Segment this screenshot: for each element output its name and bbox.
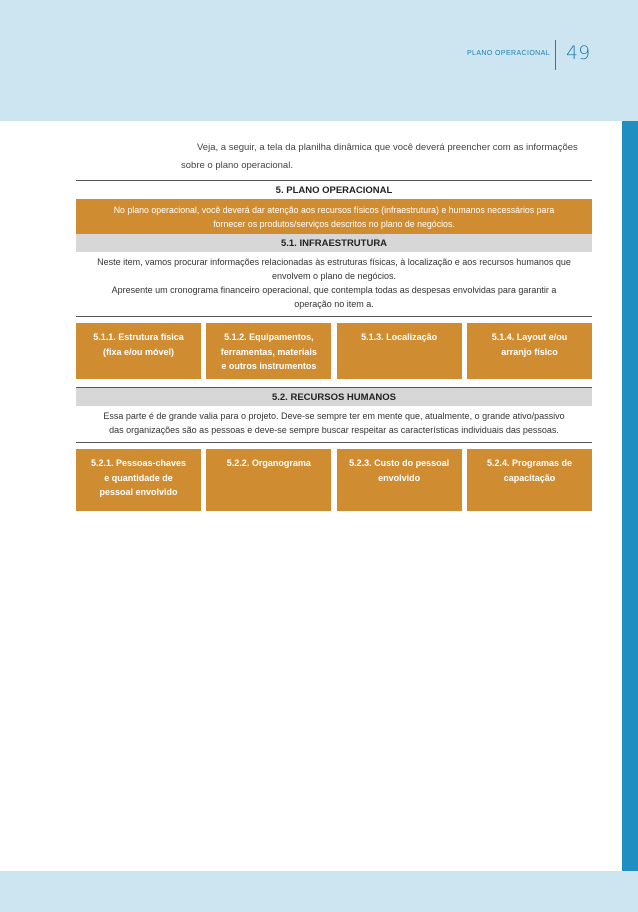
divider <box>76 316 592 317</box>
header-divider <box>555 40 556 70</box>
card-equipment <box>206 323 331 379</box>
card-line: 5.2.4. Programas de <box>486 458 572 468</box>
desc-line: operação no item a. <box>294 299 374 309</box>
side-accent-bar <box>622 121 638 871</box>
card-line: 5.1.1. Estrutura física <box>93 332 184 342</box>
card-line: e quantidade de <box>104 472 173 483</box>
infrastructure-cards <box>76 323 592 379</box>
table-intro-banner <box>76 199 592 234</box>
human-resources-description <box>76 406 592 442</box>
header-band <box>0 0 638 121</box>
desc-line: Apresente um cronograma financeiro operacional, que contempla todas as despesas envolvidas para garantir a <box>111 285 557 295</box>
desc-line: envolvem o plano de negócios. <box>271 271 397 281</box>
footer-band <box>0 871 638 912</box>
card-line: 5.1.4. Layout e/ou <box>491 332 568 342</box>
human-resources-cards <box>76 449 592 511</box>
running-head: PLANO OPERACIONAL <box>466 50 550 57</box>
card-line: capacitação <box>503 472 556 483</box>
divider <box>76 442 592 443</box>
card-line: pessoal envolvido <box>99 487 178 497</box>
card-line: 5.1.3. Localização <box>361 332 438 342</box>
intro-line: sobre o plano operacional. <box>181 160 293 171</box>
card-location <box>337 323 462 379</box>
card-line: 5.2.3. Custo do pessoal <box>349 458 450 468</box>
card-line: ferramentas, materiais <box>220 346 317 357</box>
card-personnel-cost <box>337 449 462 511</box>
card-training <box>467 449 592 511</box>
card-line: (fixa e/ou móvel) <box>102 346 174 357</box>
human-resources-title: 5.2. RECURSOS HUMANOS <box>76 388 592 406</box>
card-line: 5.1.2. Equipamentos, <box>224 332 314 342</box>
table-title: 5. PLANO OPERACIONAL <box>275 185 393 196</box>
infrastructure-description <box>76 252 592 316</box>
banner-line: No plano operacional, você deverá dar atenção aos recursos físicos (infraestrutura) e humanos necessários para <box>113 205 555 215</box>
card-line: 5.2.2. Organograma <box>226 458 311 468</box>
desc-line: Neste item, vamos procurar informações relacionadas às estruturas físicas, à localização e aos recursos humanos que <box>97 257 571 267</box>
banner-line: fornecer os produtos/serviços descritos no plano de negócios. <box>213 218 455 229</box>
infrastructure-title: 5.1. INFRAESTRUTURA <box>76 234 592 252</box>
desc-line: Essa parte é de grande valia para o projeto. Deve-se sempre ter em mente que, atualmente, o grande ativo/passivo <box>103 411 565 421</box>
card-line: e outros instrumentos <box>221 361 317 371</box>
desc-line: das organizações são as pessoas e deve-se sempre buscar respeitar as características individuais das pessoas. <box>109 425 559 435</box>
operational-plan-table <box>76 180 592 511</box>
page-number: 49 <box>566 42 591 64</box>
card-org-chart <box>206 449 331 511</box>
card-line: arranjo físico <box>501 346 558 357</box>
intro-paragraph <box>181 139 591 175</box>
intro-line: Veja, a seguir, a tela da planilha dinâmica que você deverá preencher com as informações <box>197 142 578 153</box>
card-layout <box>467 323 592 379</box>
card-physical-structure <box>76 323 201 379</box>
card-line: envolvido <box>378 472 421 483</box>
card-line: 5.2.1. Pessoas-chaves <box>90 458 187 468</box>
card-key-people <box>76 449 201 511</box>
